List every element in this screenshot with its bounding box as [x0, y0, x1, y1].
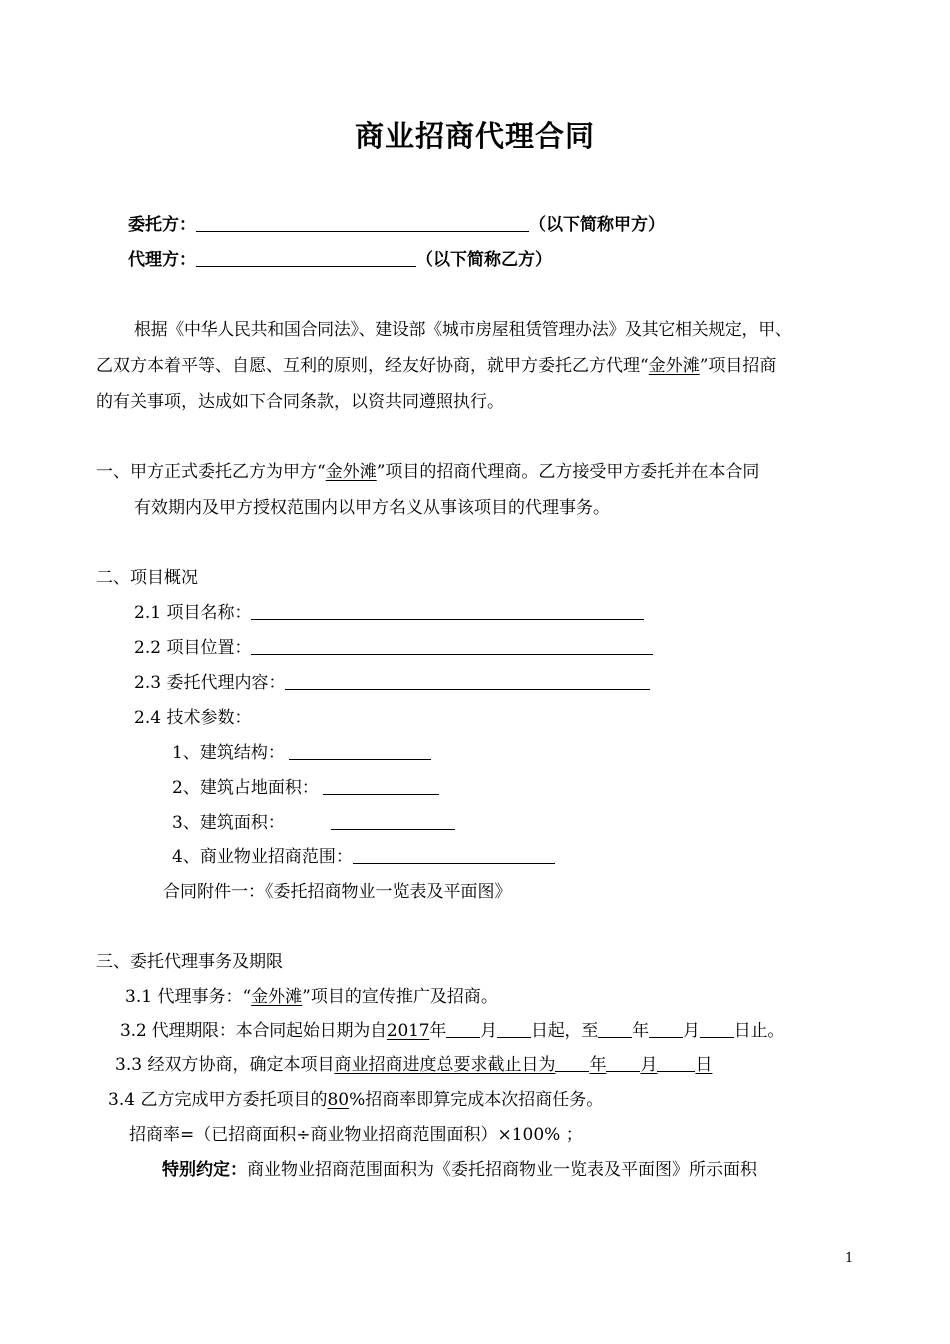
section2-heading: 二、项目概况	[96, 568, 198, 588]
client-line	[128, 214, 665, 236]
day-from: 日起，至	[530, 1021, 599, 1041]
deadline-day-blank[interactable]	[657, 1055, 695, 1072]
param-commercial-scope	[172, 846, 555, 868]
client-blank[interactable]	[196, 215, 529, 232]
section1-text: ”项目的招商代理商。乙方接受甲方委托并在本合同	[376, 462, 760, 482]
item-2-1	[134, 602, 644, 624]
item-label: 2.2 项目位置：	[134, 638, 252, 658]
special-label: 特别约定：	[162, 1160, 247, 1180]
year-char: 年	[632, 1021, 649, 1041]
end-year-blank[interactable]	[598, 1021, 632, 1038]
agent-line	[128, 249, 552, 271]
day-end: 日止。	[733, 1021, 785, 1041]
item-text: 3.4 乙方完成甲方委托项目的	[108, 1090, 328, 1110]
day-char: 日	[695, 1055, 713, 1075]
month-char: 月	[480, 1021, 497, 1041]
intro-text: 乙双方本着平等、自愿、互利的原则，经友好协商，就甲方委托乙方代理“	[96, 356, 649, 376]
param-label: 4、商业物业招商范围：	[172, 847, 353, 867]
agent-blank[interactable]	[196, 250, 416, 267]
param-structure	[172, 742, 431, 764]
item-text: ”项目的宣传推广及招商。	[302, 987, 498, 1007]
deadline-label: 商业招商进度总要求截止日为	[334, 1055, 556, 1075]
item-text: %招商率即算完成本次招商任务。	[349, 1090, 604, 1110]
item-3-3	[115, 1054, 712, 1076]
year-char: 年	[589, 1055, 607, 1075]
section1-text: 一、甲方正式委托乙方为甲方“	[96, 462, 326, 482]
item-2-4: 2.4 技术参数：	[134, 708, 252, 728]
end-month-blank[interactable]	[649, 1021, 683, 1038]
land-area-blank[interactable]	[323, 778, 439, 795]
param-floor-area	[172, 812, 455, 834]
project-name: 金外滩	[648, 356, 700, 376]
intro-line-2	[96, 355, 776, 377]
month-char: 月	[640, 1055, 658, 1075]
project-name: 金外滩	[325, 462, 377, 482]
project-name: 金外滩	[251, 987, 303, 1007]
item-text: 3.2 代理期限：本合同起始日期为自	[120, 1021, 387, 1041]
item-3-4	[108, 1089, 603, 1111]
rate-formula: 招商率=（已招商面积÷商业物业招商范围面积）×100% ；	[129, 1125, 583, 1145]
special-text: 商业物业招商范围面积为《委托招商物业一览表及平面图》所示面积	[247, 1160, 757, 1180]
structure-blank[interactable]	[289, 743, 431, 760]
special-agreement	[162, 1159, 757, 1181]
month-char: 月	[682, 1021, 700, 1041]
item-text: 3.3 经双方协商，确定本项目	[115, 1055, 335, 1075]
section1-line-1	[96, 461, 759, 483]
deadline-year-blank[interactable]	[555, 1055, 589, 1072]
item-2-3	[134, 672, 650, 694]
section3-heading: 三、委托代理事务及期限	[96, 952, 283, 972]
end-day-blank[interactable]	[700, 1021, 734, 1038]
param-land-area	[172, 777, 439, 799]
section1-line-2: 有效期内及甲方授权范围内以甲方名义从事该项目的代理事务。	[134, 498, 610, 518]
intro-text: ”项目招商	[699, 356, 777, 376]
attachment-note: 合同附件一：《委托招商物业一览表及平面图》	[163, 882, 512, 902]
agent-note: （以下简称乙方）	[416, 250, 552, 270]
item-label: 2.1 项目名称：	[134, 603, 252, 623]
client-note: （以下简称甲方）	[529, 215, 665, 235]
item-label: 2.3 委托代理内容：	[134, 673, 286, 693]
project-name-blank[interactable]	[251, 603, 644, 620]
item-text: 3.1 代理事务：“	[125, 987, 252, 1007]
param-label: 2、建筑占地面积：	[172, 778, 319, 798]
item-3-2	[120, 1020, 784, 1042]
client-label: 委托方：	[128, 215, 196, 235]
item-3-1	[125, 986, 498, 1008]
page-number: 1	[845, 1251, 854, 1266]
param-label: 3、建筑面积：	[172, 813, 285, 833]
start-day-blank[interactable]	[497, 1021, 531, 1038]
agency-content-blank[interactable]	[285, 673, 650, 690]
item-2-2	[134, 637, 653, 659]
year-char: 年	[429, 1021, 447, 1041]
commercial-scope-blank[interactable]	[353, 847, 555, 864]
start-year: 2017	[386, 1021, 430, 1041]
rate-value: 80	[327, 1090, 350, 1110]
start-month-blank[interactable]	[446, 1021, 480, 1038]
intro-line-3: 的有关事项，达成如下合同条款，以资共同遵照执行。	[96, 392, 504, 412]
deadline-month-blank[interactable]	[606, 1055, 640, 1072]
intro-line-1: 根据《中华人民共和国合同法》、建设部《城市房屋租赁管理办法》及其它相关规定，甲、	[134, 320, 792, 340]
param-label: 1、建筑结构：	[172, 743, 285, 763]
floor-area-blank[interactable]	[331, 813, 455, 830]
page-title: 商业招商代理合同	[354, 119, 595, 153]
project-location-blank[interactable]	[251, 638, 653, 655]
agent-label: 代理方：	[128, 250, 196, 270]
